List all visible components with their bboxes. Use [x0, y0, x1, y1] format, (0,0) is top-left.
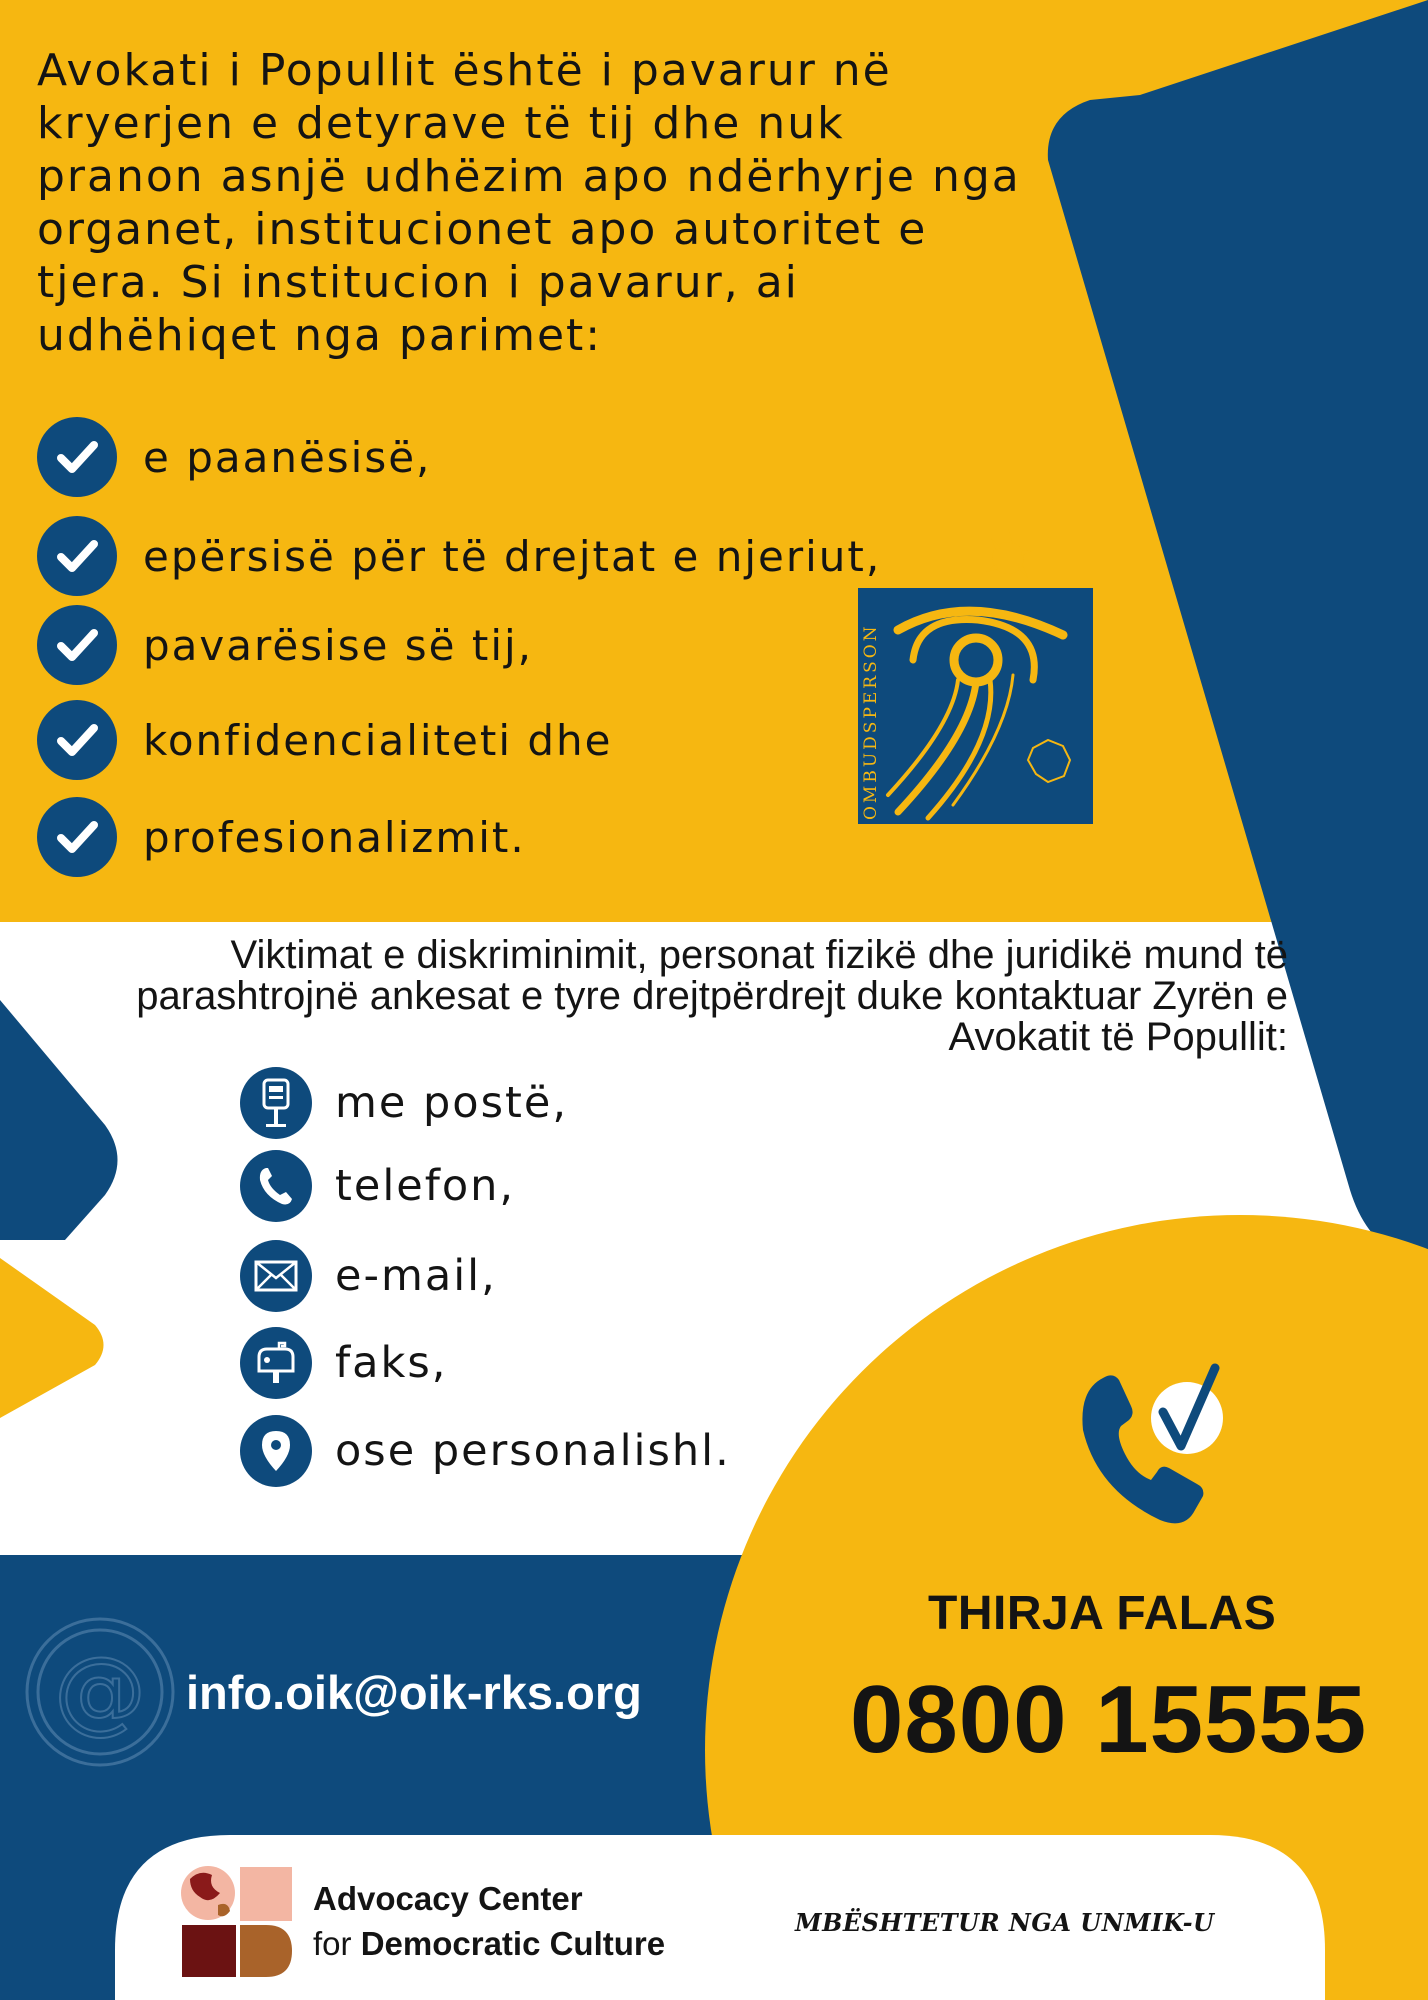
svg-text:@: @	[54, 1637, 146, 1744]
check-icon	[37, 516, 117, 596]
intro-paragraph: Avokati i Popullit është i pavarur në kryerjen e detyrave të tij dhe nuk pranon asnjë udhëzim apo ndërhyrje nga organet, institucionet apo autoritet e tjera. Si institucion i pavarur, ai udhëhiqet nga parimet:	[37, 45, 1021, 361]
advocacy-center-logo	[180, 1865, 300, 1980]
phone-check-icon	[1065, 1360, 1245, 1535]
principle-label: e paanësisë,	[143, 432, 432, 482]
free-call-label: THIRJA FALAS	[928, 1587, 1277, 1640]
channel-label: ose personalishl.	[335, 1426, 731, 1476]
channel-label: e-mail,	[335, 1251, 497, 1301]
supported-by-text: MBËSHTETUR NGA UNMIK-U	[795, 1908, 1215, 1937]
free-call-number[interactable]: 0800 15555	[850, 1666, 1368, 1773]
org-name-line2-prefix: for	[313, 1925, 352, 1962]
mailbox-post-icon	[240, 1067, 312, 1139]
org-name-line2	[313, 1925, 665, 1963]
phone-icon	[240, 1150, 312, 1222]
channel-label: telefon,	[335, 1161, 516, 1211]
channel-label: me postë,	[335, 1078, 568, 1128]
fax-icon	[240, 1327, 312, 1399]
principle-label: konfidencialiteti dhe	[143, 715, 613, 765]
principle-item	[37, 797, 526, 877]
check-icon	[37, 797, 117, 877]
org-name-line1: Advocacy Center	[313, 1880, 583, 1917]
principle-item	[37, 417, 431, 497]
principle-label: pavarësise së tij,	[143, 620, 534, 670]
channel-item	[240, 1327, 447, 1399]
channel-item	[240, 1240, 497, 1312]
principle-label: profesionalizmit.	[143, 812, 526, 862]
envelope-icon	[240, 1240, 312, 1312]
channel-item	[240, 1415, 731, 1487]
contact-email[interactable]: info.oik@oik-rks.org	[186, 1666, 642, 1719]
channel-item	[240, 1150, 515, 1222]
check-icon	[37, 417, 117, 497]
channel-label: faks,	[335, 1338, 448, 1388]
channel-item	[240, 1067, 568, 1139]
ombudsperson-logo-text: OMBUDSPERSON	[861, 623, 881, 820]
check-icon	[37, 700, 117, 780]
location-pin-icon	[240, 1415, 312, 1487]
principle-item	[37, 700, 612, 780]
victims-paragraph: Viktimat e diskriminimit, personat fizikë dhe juridikë mund të parashtrojnë ankesat e tyre drejtpërdrejt duke kontaktuar Zyrën e Avokatit të Popullit:	[136, 933, 1288, 1059]
org-name-line2-bold: Democratic Culture	[360, 1925, 666, 1962]
principle-label: epërsisë për të drejtat e njeriut,	[143, 531, 882, 581]
ombudsperson-logo	[858, 520, 1098, 825]
principle-item	[37, 516, 881, 596]
principle-item	[37, 605, 533, 685]
check-icon	[37, 605, 117, 685]
